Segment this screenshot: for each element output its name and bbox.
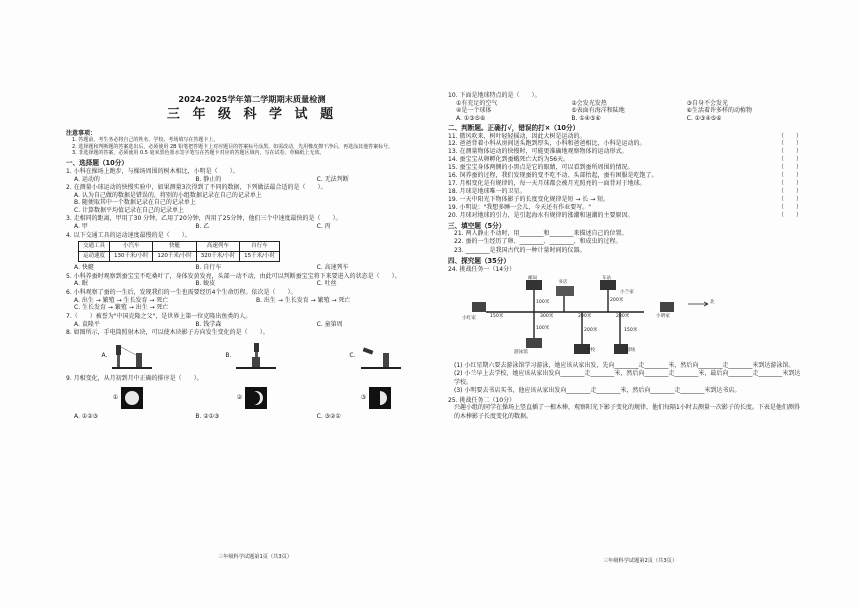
- question-24: 24. 挑战任务一（14分）: [448, 266, 516, 274]
- flashlight-block-icon: [359, 341, 403, 371]
- figure-label: ②: [236, 393, 243, 401]
- answer-paren: （ ）: [777, 132, 802, 140]
- option: A. ①③⑤⑥: [456, 114, 486, 122]
- distance-label: 100米: [536, 325, 550, 331]
- section-choice-heading: 一、选择题（10分）: [66, 158, 128, 167]
- option: C. 无法判断: [316, 175, 349, 183]
- section-judge-heading: 二、判断题。正确打√，错误的打×（10分）: [448, 124, 580, 133]
- notice-item: 3. 非选择题的答案，必须使用 0.5 毫米黑色墨水签字笔写在答题卡对应的答题区域内，写在试卷、草稿纸上无效。: [72, 150, 325, 156]
- figure-label: A.: [101, 352, 108, 360]
- section-fill-heading: 三、填空题（5分）: [448, 221, 506, 230]
- option: C. 高速列车: [316, 264, 349, 272]
- judge-text: 19. 小明说："我想多睡一会儿，今天还有作业要写。": [448, 203, 591, 211]
- question-24-sub-2: (2) 小兰早上去学校，她应该从家出发向________走________米，然后向________走________米，最后向________走________米到达学校。: [454, 370, 801, 386]
- exam-page-1: [66, 82, 438, 420]
- option: B. 乙: [195, 223, 210, 231]
- flashlight-block-icon: [234, 341, 278, 371]
- notice-title: 注意事项：: [66, 129, 97, 137]
- question-3-options: [66, 223, 438, 231]
- figure-label: ①: [112, 393, 119, 401]
- moon-figure: [113, 387, 143, 409]
- table-cell: 自行车: [240, 242, 280, 252]
- table-cell: 320千米/小时: [196, 252, 239, 262]
- answer-paren: （ ）: [777, 195, 802, 203]
- crescent-moon-icon: [245, 387, 267, 409]
- page-1-footer: 三年级科学试题第1页（共3页）: [217, 554, 293, 560]
- section-explore-heading: 四、探究题（35分）: [448, 256, 510, 265]
- question-25: 25. 挑战任务二（10分）: [448, 396, 516, 404]
- judge-item: [448, 204, 802, 212]
- table-cell: 小汽车: [110, 242, 153, 252]
- route-map: [448, 276, 802, 360]
- moon-figure: [237, 387, 267, 409]
- notice-item: 1. 答题前，考生务必将自己的姓名、学校、考场填写在答题卡上。: [72, 137, 219, 143]
- figure-a: [101, 341, 154, 371]
- statement: ③自身不会发光: [686, 99, 729, 107]
- notice-item: 2. 选择题和判断题的答案选出后，必须使用 2B 铅笔把答题卡上对应题目的答案标号涂黑。如需改动，先用橡皮擦干净后，再选涂其他答案标号。: [72, 143, 394, 150]
- question-7: 7.（ ）被誉为"中国克隆之父"，是世界上第一位克隆出鱼类的人。: [66, 312, 252, 320]
- judge-text: 11. 微风吹来，树叶轻轻摇动，因此大树是运动的。: [448, 132, 586, 140]
- question-4-options: [66, 264, 438, 272]
- option: B. 出生 → 生长发育 → 繁殖 → 死亡: [256, 296, 351, 304]
- station-label: 车站: [602, 275, 612, 281]
- question-5: 5. 小科养蚕时观察到蚕宝宝不吃桑叶了，身体发黄发亮，头部一动不动，由此可以判断蚕宝宝将下来要进入的状态是（ ）。: [66, 272, 401, 280]
- question-4: 4. 以下交通工具的运动速度最慢的是（ ）。: [66, 231, 191, 239]
- question-9-options: [66, 413, 438, 421]
- half-moon-icon: [369, 387, 391, 409]
- table-cell: 120千米/小时: [153, 252, 196, 262]
- distance-label: 200米: [610, 297, 624, 303]
- table-row: [79, 252, 280, 262]
- option: C. 吐丝: [316, 280, 337, 288]
- exam-page-2: [448, 82, 802, 421]
- flashlight-figures: [66, 339, 438, 373]
- school-label: 学校: [586, 347, 596, 353]
- table-cell: 15千米/小时: [240, 252, 280, 262]
- judge-text: 19. 一天中阳光下物体影子的长度变化规律是短 → 长 → 短。: [448, 195, 610, 203]
- option: A. 眠: [74, 280, 88, 288]
- distance-label: 200米: [578, 313, 592, 319]
- swimming-hall-label: 游泳馆: [514, 349, 528, 355]
- figure-label: ③: [360, 393, 367, 401]
- option: A. ①②③: [74, 412, 98, 420]
- option: A. 出生 → 繁殖 → 生长发育 → 死亡: [74, 296, 169, 304]
- option: C. ③②①: [316, 412, 341, 420]
- judge-text: 18. 月球是地球唯一的卫星。: [448, 187, 526, 195]
- option: A. 快艇: [74, 264, 94, 272]
- distance-label: 300米: [540, 313, 554, 319]
- judge-text: 15. 蚕宝宝身体两侧的小黑点是它的眼睛，可以看到蚕所周围的情况。: [448, 164, 634, 172]
- north-label: 北: [710, 299, 715, 305]
- fill-item: 22. 蚕的一生经历了卵、________、________、和成虫的过程。: [454, 238, 622, 246]
- option: C. 生长发育 → 繁殖 → 出生 → 死亡: [74, 304, 169, 312]
- question-7-options: [66, 321, 438, 329]
- figure-c: [349, 341, 402, 371]
- statement: ①有充足的空气: [456, 99, 498, 107]
- cinema-label: 剧场: [626, 347, 636, 353]
- judge-item: [448, 196, 802, 204]
- xiaohong-home-label: 小红家: [462, 315, 476, 321]
- xiaoming-home-label: 小明家: [656, 313, 670, 319]
- exam-year-title: 2024-2025学年第二学期期末质量检测: [178, 94, 326, 104]
- table-cell: 快艇: [153, 242, 196, 252]
- question-10: 10. 下面是地球特点的是（ ）。: [448, 92, 541, 99]
- figure-label: B.: [225, 352, 232, 360]
- table-cell: 运动速度: [79, 252, 110, 262]
- question-10-options: [448, 115, 802, 123]
- question-6: 6. 小科观察了蚕的一生后，发现我们的一生也需要经历4个生命历程。依次是（ ）。: [66, 288, 297, 296]
- distance-label: 200米: [584, 327, 598, 333]
- statement: ④是一个球体: [456, 107, 492, 115]
- judge-item: [448, 180, 802, 188]
- judge-text: 14. 蚕宝宝从卵孵化到蚕蛾死亡大约为56天。: [448, 156, 570, 164]
- answer-paren: （ ）: [777, 156, 802, 164]
- table-cell: 交通工具: [79, 242, 110, 252]
- statement: ⑤表面有海洋和陆地: [571, 107, 625, 115]
- moon-figure: [361, 387, 391, 409]
- judge-text: 17. 月相变化是有规律的，每一天月球都会被月光照亮的一面背对于地球。: [448, 179, 646, 187]
- moon-phase-figures: [66, 385, 438, 411]
- judge-item: [448, 212, 802, 220]
- question-10-items-row2: [448, 107, 802, 115]
- full-moon-icon: [121, 387, 143, 409]
- figure-label: C.: [349, 352, 356, 360]
- option: A. 认为自己做的数据是错误的，将别的小组数据记录在自己的记录单上: [74, 191, 262, 199]
- question-9: 9. 月相变化，从月初到月中正确的排序是（ ）。: [66, 374, 203, 382]
- option: C. 丙: [316, 223, 331, 231]
- option: B. 钱学森: [195, 320, 222, 328]
- figure-b: [225, 341, 278, 371]
- flashlight-block-icon: [110, 341, 154, 371]
- table-cell: 高速列车: [196, 242, 239, 252]
- option: C. 童第周: [316, 320, 343, 328]
- judge-item: [448, 156, 802, 164]
- xiaolan-home-label: 小兰家: [620, 289, 634, 295]
- option: A. 袁隆平: [74, 320, 100, 328]
- distance-label: 280米: [616, 313, 630, 319]
- option: C. 计算数据平均值记录在自己的记录单上: [74, 206, 185, 214]
- answer-paren: （ ）: [777, 179, 802, 187]
- question-3: 3. 走相同的距离，甲用了30 分钟，乙用了20分钟，丙用了25分钟，他们三个中速度最快的是（ ）。: [66, 215, 342, 223]
- distance-label: 100米: [536, 299, 550, 305]
- table-cell: 130千米/小时: [110, 252, 153, 262]
- fill-item: 21. 两人静止不动时，用________和________来描述自己的位置。: [454, 229, 628, 237]
- answer-paren: （ ）: [777, 203, 802, 211]
- answer-paren: （ ）: [777, 211, 802, 219]
- option: B. 蜕皮: [195, 280, 216, 288]
- post-office-label: 邮局: [528, 275, 538, 281]
- answer-paren: （ ）: [777, 172, 802, 180]
- judge-text: 13. 在测量物体运动的快慢时，可能更准确地观察物体的运动形式。: [448, 148, 628, 156]
- option: C. ①③④⑤⑥: [686, 114, 722, 122]
- judge-item: [448, 164, 802, 172]
- statement: ⑥生活着许多样的动植物: [686, 107, 753, 115]
- speed-table: [78, 241, 280, 262]
- judge-text: 20. 月球对地球的引力，是引起海水有规律的涨潮和退潮的主要原因。: [448, 211, 634, 219]
- question-1-options: [66, 176, 438, 184]
- judge-item: [448, 172, 802, 180]
- option: B. 静止的: [195, 175, 222, 183]
- distance-label: 150米: [624, 327, 638, 333]
- question-24-sub-3: (3) 小明要去书店买书，他应该从家出发向________走________米，然后向________走________米到达书店。: [454, 387, 741, 395]
- judge-text: 12. 爸爸背着小科从房间送头跑到厚头，小科和爸爸相比，小科是运动的。: [448, 140, 646, 148]
- question-5-options: [66, 280, 438, 288]
- fill-item: 23. ________是我国古代的一种计量时间的仪器。: [454, 246, 586, 254]
- option: A. 甲: [74, 223, 88, 231]
- answer-paren: （ ）: [777, 140, 802, 148]
- answer-paren: （ ）: [777, 187, 802, 195]
- option: B. ②①③: [195, 412, 220, 420]
- question-2: 2. 在测量小球运动的快慢实验中，如果测量3次得到了不同的数据，下列做法最合适的是（ ）。: [66, 184, 327, 192]
- option: A. 运动的: [74, 175, 100, 183]
- table-row: [79, 242, 280, 252]
- bookstore-label: 书店: [558, 279, 568, 285]
- statement: ②会发光发热: [571, 99, 607, 107]
- question-24-sub-1: (1) 小红星期六要去游泳馆学习游泳，她应该从家出发，先向________走________米，然后向________走________米到达游泳馆。: [454, 361, 795, 369]
- judge-text: 16. 饲养蚕的过程，我们发现蚕的变不吃不动、头部抬起，蚕有困服是吃饱了。: [448, 172, 658, 180]
- exam-title: 三 年 级 科 学 试 题: [166, 107, 338, 123]
- option: B. 随便取其中一个数据记录在自己的记录单上: [74, 199, 196, 207]
- question-25-text: 兴趣小组的同学在操场上竖直插了一根木棒，观察阳光下影子变化的规律，他们每隔1小时去测量一次影子的长度。下表是他们测得的木棒影子长度变化的数据。: [454, 404, 800, 420]
- distance-label: 150米: [490, 313, 504, 319]
- option: B. 自行车: [195, 264, 222, 272]
- judge-item: [448, 188, 802, 196]
- page-2-footer: 三年级科学试题第2页（共3页）: [602, 558, 678, 564]
- answer-paren: （ ）: [777, 164, 802, 172]
- option: B. ①④⑤⑥: [571, 114, 601, 122]
- question-1: 1. 小科在操场上跑步，与操场周围的树木相比，小明是（ ）。: [66, 167, 239, 175]
- answer-paren: （ ）: [777, 148, 802, 156]
- question-8: 8. 如图所示，手电筒照射木块，可以使木块影子方向发生变化的是（ ）。: [66, 329, 269, 337]
